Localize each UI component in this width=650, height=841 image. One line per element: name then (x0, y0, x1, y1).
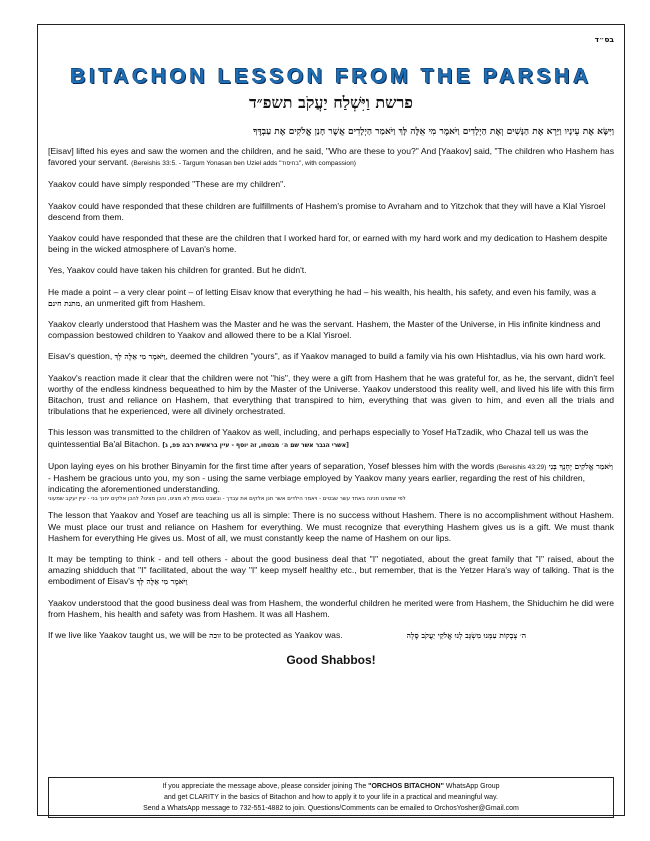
verse-source (131, 160, 356, 167)
footer-line-1a: If you appreciate the message above, please consider joining The (162, 783, 369, 790)
p5-text-a: He made a point – a very clear point – of letting Eisav know that everything he had – his wealth, his health, his safety, and even his family, was a (48, 286, 597, 297)
page-frame (37, 24, 625, 816)
p14-hebrew: זוכה (209, 631, 222, 641)
paragraph-1: Yaakov could have simply responded "These are my children". (48, 179, 286, 190)
p14-text-a: If we live like Yaakov taught us, we will be (48, 630, 210, 641)
footer-line-3[interactable]: Send a WhatsApp message to 732-551-4882 to join. Questions/Comments can be emailed to OrchosYosher@Gmail.com (143, 805, 519, 812)
p14-text-b: to be protected as Yaakov was. (221, 630, 343, 641)
paragraph-9 (48, 427, 614, 450)
verse-translation (48, 146, 614, 169)
paragraph-6: Yaakov clearly understood that Hashem was the Master and he was the servant. Hashem, the Master of the Universe, in His infinite kindness and compassion bestowed children to Yaakov and allowed there to be a Klal Yisroel. (48, 319, 601, 341)
paragraph-10 (48, 461, 614, 496)
footer-box (48, 777, 614, 818)
footer-line-1c: WhatsApp Group (443, 783, 500, 790)
paragraph-7 (48, 351, 614, 362)
p7-text-b: , deemed the children "yours", as if Yaakov managed to build a family via his own Hishtadlus, via his own hard work. (165, 351, 606, 362)
paragraph-13: Yaakov understood that the good business deal was from Hashem, the wonderful children he merited were from Hashem, the Shiduchim he did were from Hashem, his health and safety was from Hashem. It was all Hashem. (48, 597, 614, 619)
verse-hebrew: וַיִּשָּׂא אֶת עֵינָיו וַיַּרְא אֶת הַנָּשִׁים וְאֶת הַיְלָדִים וַיֹּאמֶר מִי אֵלֶּה לָּךְ וַיֹּאמַר הַיְלָדִים אֲשֶׁר חָנַן אֱלֹקִים אֶת עַבְדֶּךָ (252, 127, 614, 137)
p10-source: (Bereishis 43:29) (496, 463, 547, 471)
corner-mark: בס״ד (594, 35, 614, 44)
p14-verse: ה׳ צְבָקוֹת עִמָּנוּ מִשְׂגָּב לָנוּ אֱלֹקֵי יַעֲקֹב סֶלָה (406, 631, 527, 641)
good-shabbos: Good Shabbos! (286, 653, 376, 668)
paragraph-5 (48, 287, 614, 309)
paragraph-8: Yaakov's reaction made it clear that the children were not "his", they were a gift from Hashem that he was grateful for, as he, the servant, didn't feel worthy of the endless kindness bequeathed to him by the Master of the Universe. Yaakov understood this reality well, and lived his life with this firm Bitachon, trust and reliance on Hashem, that everything that transpired to him, everything that was given to him, and even all the trials and tribulations that he experienced, were all divinely orchestrated. (48, 372, 614, 417)
p10-hebrew: וַיֹּאמַר אֱלֹקִים יָחְנְךָ בְּנִי (548, 461, 613, 471)
p10-footnote: לפי שמצינו חנינה באחד עשר שבטים - ויאמר הילדים אשר חנן אלקים את עבדך - ובשבט בנימין לא מצינו, והכן מצינו? להכן אלקים יחנך בני - עיין יעקב שמעוני (48, 496, 406, 503)
p7-text-a: Eisav's question, (48, 351, 115, 362)
lesson-body (48, 126, 614, 667)
p10-text-b: - Hashem be gracious unto you, my son - using the same verbiage employed by Yaakov many years earlier, regarding the rest of his children, indicating the aforementioned understanding. (48, 473, 586, 495)
p12-hebrew: וַיֹּאמֶר מִי אֵלֶּה לָּךְ (136, 577, 188, 587)
paragraph-4: Yes, Yaakov could have taken his children for granted. But he didn't. (48, 265, 307, 276)
translation-text: [Eisav] lifted his eyes and saw the women and the children, and he said, "Who are these to you?" And [Yaakov] said, "The children who Hashem has favored your servant. (48, 146, 614, 168)
paragraph-14 (48, 630, 614, 641)
source-hebrew: בחיסוד (281, 160, 299, 168)
footer-line-1 (49, 781, 613, 792)
footer-line-2: and get CLARITY in the basics of Bitachon and how to apply it to your life in a practical and meaningful way. (164, 794, 498, 801)
p12-text-a: It may be tempting to think - and tell others - about the good business deal that "I" negotiated, about the great family that "I" raised, about the amazing shidduch that "I" facilitated, about the way "I" keep myself healthy etc., but remember, that is the Yetzer Hara's way of talking. That is the embodiment of Eisav's (48, 554, 614, 587)
p9-hebrew: [אשרי הגבר אשר שם ה׳ מבטחו, זה יוסף - עיין בראשית רבה פפ, ג] (162, 441, 349, 449)
p5-hebrew: מתנת חינם (48, 298, 81, 308)
p7-hebrew: וַיֹּאמֶר מִי אֵלֶּה לָּךְ (114, 352, 166, 362)
paragraph-11: The lesson that Yaakov and Yosef are teaching us all is simple: There is no success without Hashem. There is no accomplishment without Hashem. We must place our trust and reliance on Hashem for everything. We must recognize that everything Hashem gives us is a gift. We must thank Hashem for everything He gives us. Most of all, we must constantly keep the name of Hashem on our lips. (48, 510, 614, 543)
p10-text-a: Upon laying eyes on his brother Binyamin for the first time after years of separation, Yosef blesses him with the words (48, 460, 497, 471)
paragraph-2: Yaakov could have responded that these children are fulfillments of Hashem's promise to Avraham and to Yitzchok that they will have a Klal Yisroel descend from them. (48, 200, 606, 222)
p5-text-b: , an unmerited gift from Hashem. (80, 297, 206, 308)
p9-text-a: This lesson was transmitted to the children of Yaakov as well, including, and perhaps especially to Yosef HaTzadik, who Chazal tell us was the quintessential Ba'al Bitachon. (48, 427, 589, 449)
parsha-subtitle: פרשת וַיִּשְׁלַח יַעֲקֹב תשפ״ד (248, 93, 413, 112)
source-text: (Bereishis 33:5. - Targum Yonasan ben Uziel adds " (131, 160, 282, 168)
paragraph-12 (48, 554, 614, 588)
group-name: "ORCHOS BITACHON" (368, 783, 444, 790)
paragraph-3: Yaakov could have responded that these are the children that I worked hard for, or earned with my hard work and my dedication to Hashem despite being in the wicked atmosphere of Lavan's home. (48, 233, 608, 255)
page-title: BITACHON LESSON FROM THE PARSHA (70, 65, 592, 88)
source-end: ", with compassion) (298, 160, 356, 168)
